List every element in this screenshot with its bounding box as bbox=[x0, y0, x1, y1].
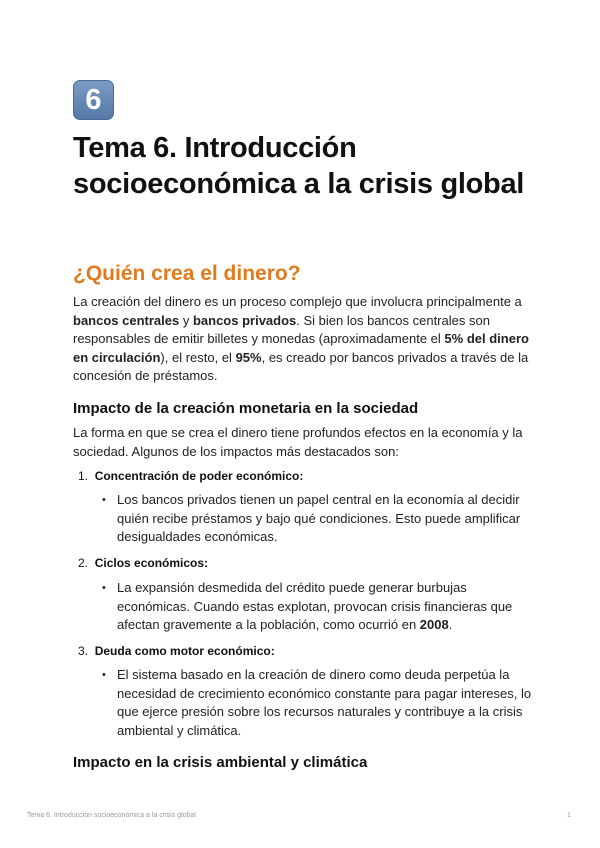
page-number: 1 bbox=[567, 812, 571, 819]
list-item-heading: 2. Ciclos económicos: bbox=[78, 556, 209, 570]
footer-title: Tema 6. Introducción socioeconómica a la crisis global bbox=[27, 812, 196, 819]
page-title: Tema 6. Introducción socioeconómica a la crisis global bbox=[73, 132, 525, 200]
list-item-bullet: • El sistema basado en la creación de dinero como deuda perpetúa la necesidad de crecimiento económico constante para pagar intereses, lo que ejerce presión sobre los recursos naturales y contribuye a la crisis ambiental y climática. bbox=[117, 666, 537, 740]
section-heading-who-creates-money: ¿Quién crea el dinero? bbox=[73, 262, 301, 285]
list-item-heading: 3. Deuda como motor económico: bbox=[78, 644, 275, 658]
keycap-six-icon: 6 bbox=[73, 80, 114, 120]
social-impact-intro: La forma en que se crea el dinero tiene profundos efectos en la economía y la sociedad. Algunos de los impactos más destacados son: bbox=[73, 425, 523, 459]
list-item-bullet: • Los bancos privados tienen un papel central en la economía al decidir quién recibe préstamos y bajo qué condiciones. Esto puede amplificar desigualdades económicas. bbox=[117, 491, 537, 547]
list-item-heading: 1. Concentración de poder económico: bbox=[78, 469, 304, 483]
section-heading-social-impact: Impacto de la creación monetaria en la sociedad bbox=[73, 400, 419, 417]
list-item-bullet: • La expansión desmedida del crédito puede generar burbujas económicas. Cuando estas explotan, provocan crisis financieras que afectan gravemente a la población, como ocurrió en 2008. bbox=[117, 579, 537, 635]
section-heading-climate-impact: Impacto en la crisis ambiental y climática bbox=[73, 754, 368, 771]
money-creation-paragraph: La creación del dinero es un proceso complejo que involucra principalmente a bancos centrales y bancos privados. Si bien los bancos centrales son responsables de emitir billetes y monedas (aproximadamente el 5% del dinero en circulación), el resto, el 95%, es creado por bancos privados a través de la concesión de préstamos. bbox=[73, 294, 529, 383]
